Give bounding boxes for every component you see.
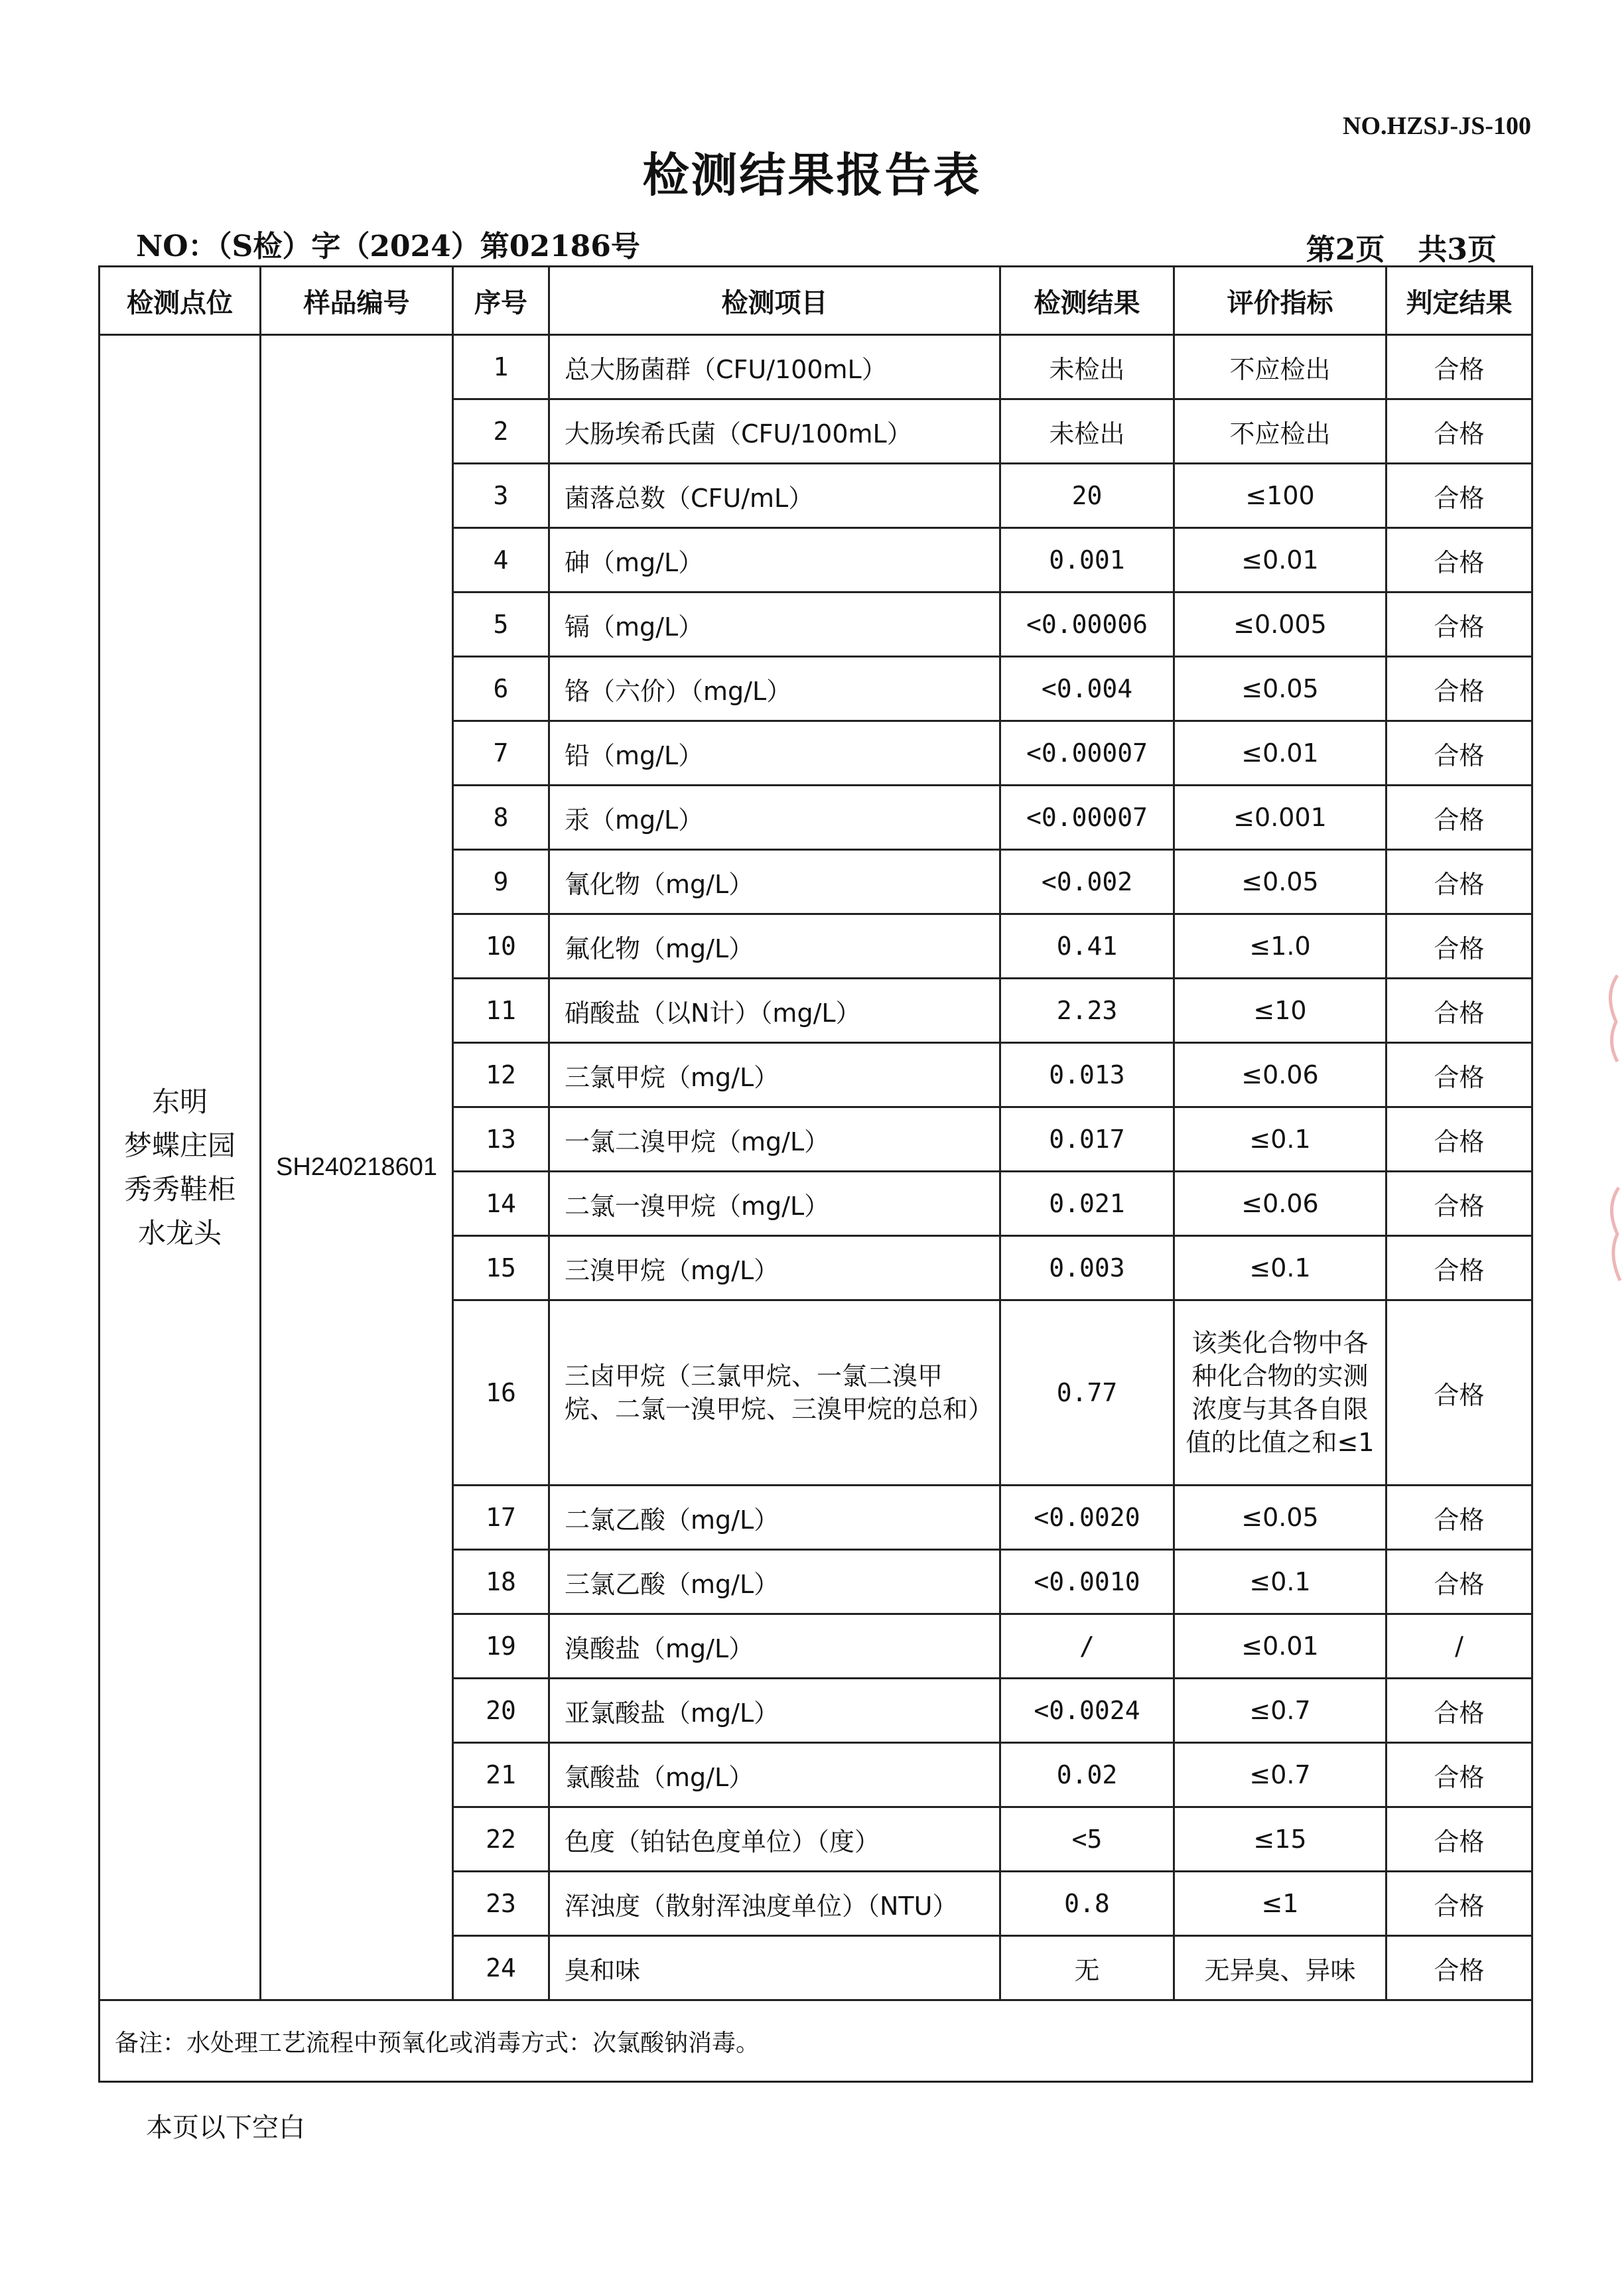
- test-result: <0.0020: [1000, 1486, 1174, 1550]
- test-result: <0.00006: [1000, 592, 1174, 657]
- row-number: 1: [453, 335, 549, 399]
- verdict: 合格: [1387, 979, 1532, 1043]
- row-number: 24: [453, 1936, 549, 2000]
- test-result: 未检出: [1000, 335, 1174, 399]
- test-result: <0.0010: [1000, 1550, 1174, 1614]
- total-pages-label: 共3页: [1418, 233, 1497, 267]
- row-number: 14: [453, 1172, 549, 1236]
- verdict: 合格: [1387, 914, 1532, 979]
- test-item: 总大肠菌群（CFU/100mL）: [549, 335, 1000, 399]
- test-item: 铬（六价）（mg/L）: [549, 657, 1000, 721]
- row-number: 4: [453, 528, 549, 592]
- standard-limit: 不应检出: [1174, 335, 1387, 399]
- row-number: 8: [453, 786, 549, 850]
- test-item: 色度（铂钴色度单位）（度）: [549, 1807, 1000, 1872]
- test-result: 0.017: [1000, 1107, 1174, 1172]
- verdict: 合格: [1387, 528, 1532, 592]
- row-number: 12: [453, 1043, 549, 1107]
- test-item: 镉（mg/L）: [549, 592, 1000, 657]
- test-result: 0.021: [1000, 1172, 1174, 1236]
- verdict: 合格: [1387, 464, 1532, 528]
- row-number: 18: [453, 1550, 549, 1614]
- test-item: 三氯乙酸（mg/L）: [549, 1550, 1000, 1614]
- verdict: 合格: [1387, 1679, 1532, 1743]
- verdict: 合格: [1387, 335, 1532, 399]
- standard-limit: ≤0.05: [1174, 657, 1387, 721]
- test-result: /: [1000, 1614, 1174, 1679]
- test-item: 三卤甲烷（三氯甲烷、一氯二溴甲烷、二氯一溴甲烷、三溴甲烷的总和）: [549, 1300, 1000, 1486]
- results-table: [98, 265, 1533, 2083]
- standard-limit: 该类化合物中各种化合物的实测浓度与其各自限值的比值之和≤1: [1174, 1300, 1387, 1486]
- row-number: 22: [453, 1807, 549, 1872]
- standard-limit: ≤0.05: [1174, 1486, 1387, 1550]
- verdict: 合格: [1387, 1172, 1532, 1236]
- standard-limit: ≤0.05: [1174, 850, 1387, 914]
- test-result: 20: [1000, 464, 1174, 528]
- column-header: 判定结果: [1387, 267, 1532, 335]
- verdict: 合格: [1387, 1107, 1532, 1172]
- test-result: 未检出: [1000, 399, 1174, 464]
- test-item: 氯酸盐（mg/L）: [549, 1743, 1000, 1807]
- test-result: 0.8: [1000, 1872, 1174, 1936]
- row-number: 10: [453, 914, 549, 979]
- row-number: 16: [453, 1300, 549, 1486]
- test-result: <0.0024: [1000, 1679, 1174, 1743]
- test-item: 铅（mg/L）: [549, 721, 1000, 786]
- standard-limit: ≤0.005: [1174, 592, 1387, 657]
- verdict: 合格: [1387, 721, 1532, 786]
- verdict: /: [1387, 1614, 1532, 1679]
- verdict: 合格: [1387, 850, 1532, 914]
- column-header: 检测结果: [1000, 267, 1174, 335]
- standard-limit: ≤0.1: [1174, 1107, 1387, 1172]
- test-item: 臭和味: [549, 1936, 1000, 2000]
- verdict: 合格: [1387, 1043, 1532, 1107]
- test-item: 一氯二溴甲烷（mg/L）: [549, 1107, 1000, 1172]
- test-item: 三氯甲烷（mg/L）: [549, 1043, 1000, 1107]
- test-item: 二氯乙酸（mg/L）: [549, 1486, 1000, 1550]
- standard-limit: ≤1.0: [1174, 914, 1387, 979]
- row-number: 20: [453, 1679, 549, 1743]
- test-result: 0.001: [1000, 528, 1174, 592]
- standard-limit: ≤1: [1174, 1872, 1387, 1936]
- report-number: NO：（S检）字（2024）第02186号: [136, 230, 640, 263]
- verdict: 合格: [1387, 1486, 1532, 1550]
- location-line: 秀秀鞋柜: [123, 1172, 236, 1206]
- test-item: 亚氯酸盐（mg/L）: [549, 1679, 1000, 1743]
- row-number: 9: [453, 850, 549, 914]
- row-number: 2: [453, 399, 549, 464]
- standard-limit: ≤0.7: [1174, 1679, 1387, 1743]
- row-number: 13: [453, 1107, 549, 1172]
- table-row: [100, 335, 1532, 399]
- location-line: 水龙头: [137, 1216, 222, 1249]
- standard-limit: ≤10: [1174, 979, 1387, 1043]
- blank-page-note: 本页以下空白: [146, 2113, 305, 2143]
- table-header-row: [100, 267, 1532, 335]
- column-header: 序号: [453, 267, 549, 335]
- verdict: 合格: [1387, 1872, 1532, 1936]
- row-number: 19: [453, 1614, 549, 1679]
- test-result: <5: [1000, 1807, 1174, 1872]
- standard-limit: 不应检出: [1174, 399, 1387, 464]
- standard-limit: ≤0.01: [1174, 528, 1387, 592]
- verdict: 合格: [1387, 1300, 1532, 1486]
- row-number: 21: [453, 1743, 549, 1807]
- verdict: 合格: [1387, 399, 1532, 464]
- test-result: 2.23: [1000, 979, 1174, 1043]
- standard-limit: ≤0.7: [1174, 1743, 1387, 1807]
- test-result: <0.004: [1000, 657, 1174, 721]
- test-result: 0.41: [1000, 914, 1174, 979]
- test-result: <0.00007: [1000, 786, 1174, 850]
- column-header: 检测项目: [549, 267, 1000, 335]
- verdict: 合格: [1387, 1236, 1532, 1300]
- test-item: 菌落总数（CFU/mL）: [549, 464, 1000, 528]
- test-item: 汞（mg/L）: [549, 786, 1000, 850]
- row-number: 7: [453, 721, 549, 786]
- verdict: 合格: [1387, 1936, 1532, 2000]
- row-number: 23: [453, 1872, 549, 1936]
- verdict: 合格: [1387, 1807, 1532, 1872]
- column-header: 检测点位: [100, 267, 261, 335]
- column-header: 评价指标: [1174, 267, 1387, 335]
- standard-limit: ≤0.1: [1174, 1236, 1387, 1300]
- standard-limit: ≤0.01: [1174, 721, 1387, 786]
- test-result: 0.013: [1000, 1043, 1174, 1107]
- test-item: 氟化物（mg/L）: [549, 914, 1000, 979]
- test-item: 三溴甲烷（mg/L）: [549, 1236, 1000, 1300]
- page-label: 第2页: [1306, 233, 1385, 267]
- standard-limit: ≤0.06: [1174, 1172, 1387, 1236]
- page-indicator: [1273, 226, 1497, 268]
- standard-limit: ≤0.01: [1174, 1614, 1387, 1679]
- column-header: 样品编号: [261, 267, 453, 335]
- location-line: 东明: [151, 1085, 208, 1118]
- standard-limit: ≤100: [1174, 464, 1387, 528]
- note-row: [100, 2000, 1532, 2082]
- standard-limit: ≤0.1: [1174, 1550, 1387, 1614]
- test-result: <0.002: [1000, 850, 1174, 914]
- sample-id-cell: SH240218601: [261, 335, 453, 2000]
- test-item: 溴酸盐（mg/L）: [549, 1614, 1000, 1679]
- standard-limit: ≤0.06: [1174, 1043, 1387, 1107]
- standard-limit: ≤0.001: [1174, 786, 1387, 850]
- test-item: 大肠埃希氏菌（CFU/100mL）: [549, 399, 1000, 464]
- row-number: 3: [453, 464, 549, 528]
- test-item: 砷（mg/L）: [549, 528, 1000, 592]
- verdict: 合格: [1387, 786, 1532, 850]
- test-result: 0.003: [1000, 1236, 1174, 1300]
- row-number: 11: [453, 979, 549, 1043]
- verdict: 合格: [1387, 657, 1532, 721]
- test-result: 0.02: [1000, 1743, 1174, 1807]
- location-line: 梦蝶庄园: [123, 1129, 236, 1162]
- note-text: 备注：水处理工艺流程中预氧化或消毒方式：次氯酸钠消毒。: [100, 2000, 1532, 2082]
- row-number: 5: [453, 592, 549, 657]
- standard-limit: ≤15: [1174, 1807, 1387, 1872]
- test-item: 氰化物（mg/L）: [549, 850, 1000, 914]
- test-item: 硝酸盐（以N计）（mg/L）: [549, 979, 1000, 1043]
- row-number: 15: [453, 1236, 549, 1300]
- test-item: 二氯一溴甲烷（mg/L）: [549, 1172, 1000, 1236]
- document-number: NO.HZSJ-JS-100: [1343, 112, 1531, 140]
- row-number: 17: [453, 1486, 549, 1550]
- test-result: 无: [1000, 1936, 1174, 2000]
- location-cell: [100, 335, 261, 2000]
- row-number: 6: [453, 657, 549, 721]
- test-result: 0.77: [1000, 1300, 1174, 1486]
- verdict: 合格: [1387, 592, 1532, 657]
- test-result: <0.00007: [1000, 721, 1174, 786]
- red-seal-stamp-fragment: [1597, 969, 1624, 1287]
- standard-limit: 无异臭、异味: [1174, 1936, 1387, 2000]
- verdict: 合格: [1387, 1743, 1532, 1807]
- verdict: 合格: [1387, 1550, 1532, 1614]
- page-title: 检测结果报告表: [642, 148, 982, 202]
- test-item: 浑浊度（散射浑浊度单位）（NTU）: [549, 1872, 1000, 1936]
